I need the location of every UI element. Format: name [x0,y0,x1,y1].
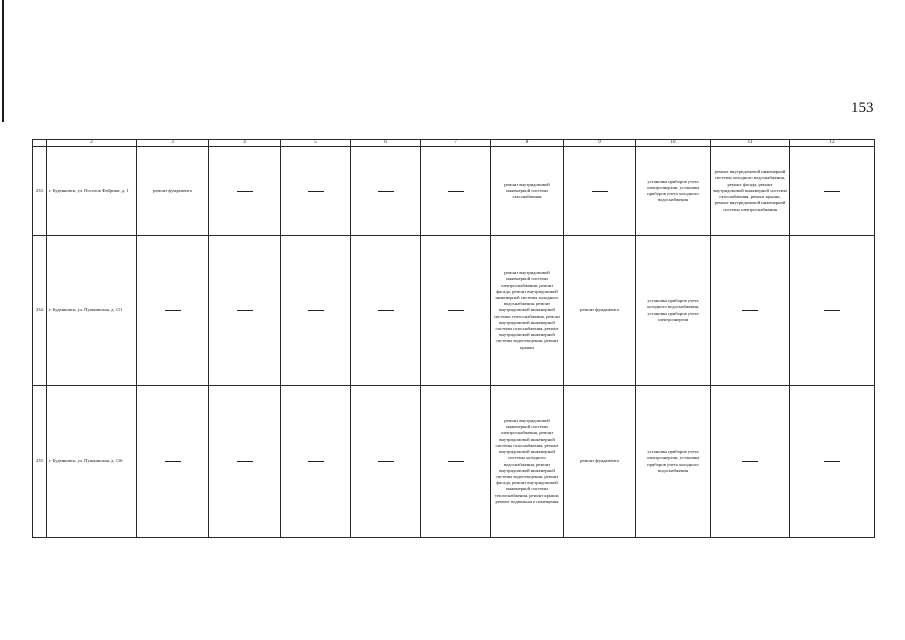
scan-edge-mark [2,0,4,122]
dash-cell [137,236,209,386]
dash-cell [281,386,351,538]
header-cell: 12 [790,140,875,147]
work-cell: ремонт внутридомовой инженерной системы газоснабжения [491,147,564,236]
repair-schedule-table [32,139,875,538]
dash-cell [790,236,875,386]
dash-cell [281,236,351,386]
work-cell: ремонт внутридомовой инженерной системы холодного водоснабжения, ремонт фасада, ремонт внутридомовой инженерной системы газоснабжения, ремонт крыши, ремонт внутридомовой инженерной системы электроснабжения [711,147,790,236]
dash-mark [308,461,324,462]
work-cell: ремонт фундамента [564,386,636,538]
header-cell: 2 [47,140,137,147]
header-cell: 6 [351,140,421,147]
table-row [33,147,875,236]
dash-cell [281,147,351,236]
dash-cell [711,386,790,538]
address-cell: г. Буденновск, ул. Поселок Фабрики, д. 1 [47,147,137,236]
dash-mark [237,310,253,311]
header-cell: 9 [564,140,636,147]
header-cell: 4 [209,140,281,147]
work-cell: установка приборов учета электроэнергии, установка приборов учета холодного водоснабжения [636,386,711,538]
dash-mark [592,191,608,192]
dash-mark [824,310,840,311]
page-number: 153 [851,100,874,116]
dash-cell [564,147,636,236]
dash-mark [448,461,464,462]
work-cell: ремонт фундамента [564,236,636,386]
header-cell: 5 [281,140,351,147]
header-cell: 8 [491,140,564,147]
dash-mark [165,310,181,311]
dash-mark [378,191,394,192]
dash-cell [421,386,491,538]
dash-mark [308,310,324,311]
dash-cell [711,236,790,386]
dash-cell [351,236,421,386]
dash-cell [790,386,875,538]
dash-cell [209,147,281,236]
work-cell: ремонт внутридомовой инженерной системы электроснабжения, ремонт фасада, ремонт внутридомовой инженерной системы холодного водоснабжения, ремонт внутридомовой инженерной системы теплоснабжения, ремонт внутридомовой инженерной системы газоснабжения, ремонт внутридомовой инженерной системы водоотведения, ремонт крыши [491,236,564,386]
dash-cell [209,386,281,538]
dash-mark [308,191,324,192]
dash-cell [790,147,875,236]
dash-cell [137,386,209,538]
dash-mark [742,461,758,462]
dash-mark [448,310,464,311]
address-cell: г. Буденновск, ул. Пушкинская, д. 111 [47,236,137,386]
dash-mark [165,461,181,462]
row-number: 234. [33,236,47,386]
header-cell: 10 [636,140,711,147]
dash-mark [824,191,840,192]
work-cell: ремонт фундамента [137,147,209,236]
table-row [33,236,875,386]
dash-cell [351,147,421,236]
table-row [33,386,875,538]
row-number: 235. [33,386,47,538]
dash-mark [237,191,253,192]
work-cell: установка приборов учета холодного водоснабжения, установка приборов учета электроэнергии [636,236,711,386]
dash-cell [421,236,491,386]
dash-cell [351,386,421,538]
dash-mark [237,461,253,462]
dash-cell [209,236,281,386]
dash-mark [824,461,840,462]
work-cell: ремонт внутридомовой инженерной системы электроснабжения, ремонт внутридомовой инженерной системы газоснабжения, ремонт внутридомовой инженерной системы холодного водоснабжения, ремонт внутридомовой инженерной системы водоотведения, ремонт фасада, ремонт внутридомовой инженерной системы теплоснабжения, ремонт крыши, ремонт подвального помещения [491,386,564,538]
header-cell: 11 [711,140,790,147]
dash-mark [448,191,464,192]
dash-mark [378,310,394,311]
dash-mark [378,461,394,462]
header-row [33,140,875,147]
header-cell [33,140,47,147]
dash-mark [742,310,758,311]
header-cell: 3 [137,140,209,147]
work-cell: установка приборов учета электроэнергии, установка приборов учета холодного водоснабжения [636,147,711,236]
row-number: 233. [33,147,47,236]
header-cell: 7 [421,140,491,147]
dash-cell [421,147,491,236]
address-cell: г. Буденновск, ул. Пушкинская, д. 116 [47,386,137,538]
